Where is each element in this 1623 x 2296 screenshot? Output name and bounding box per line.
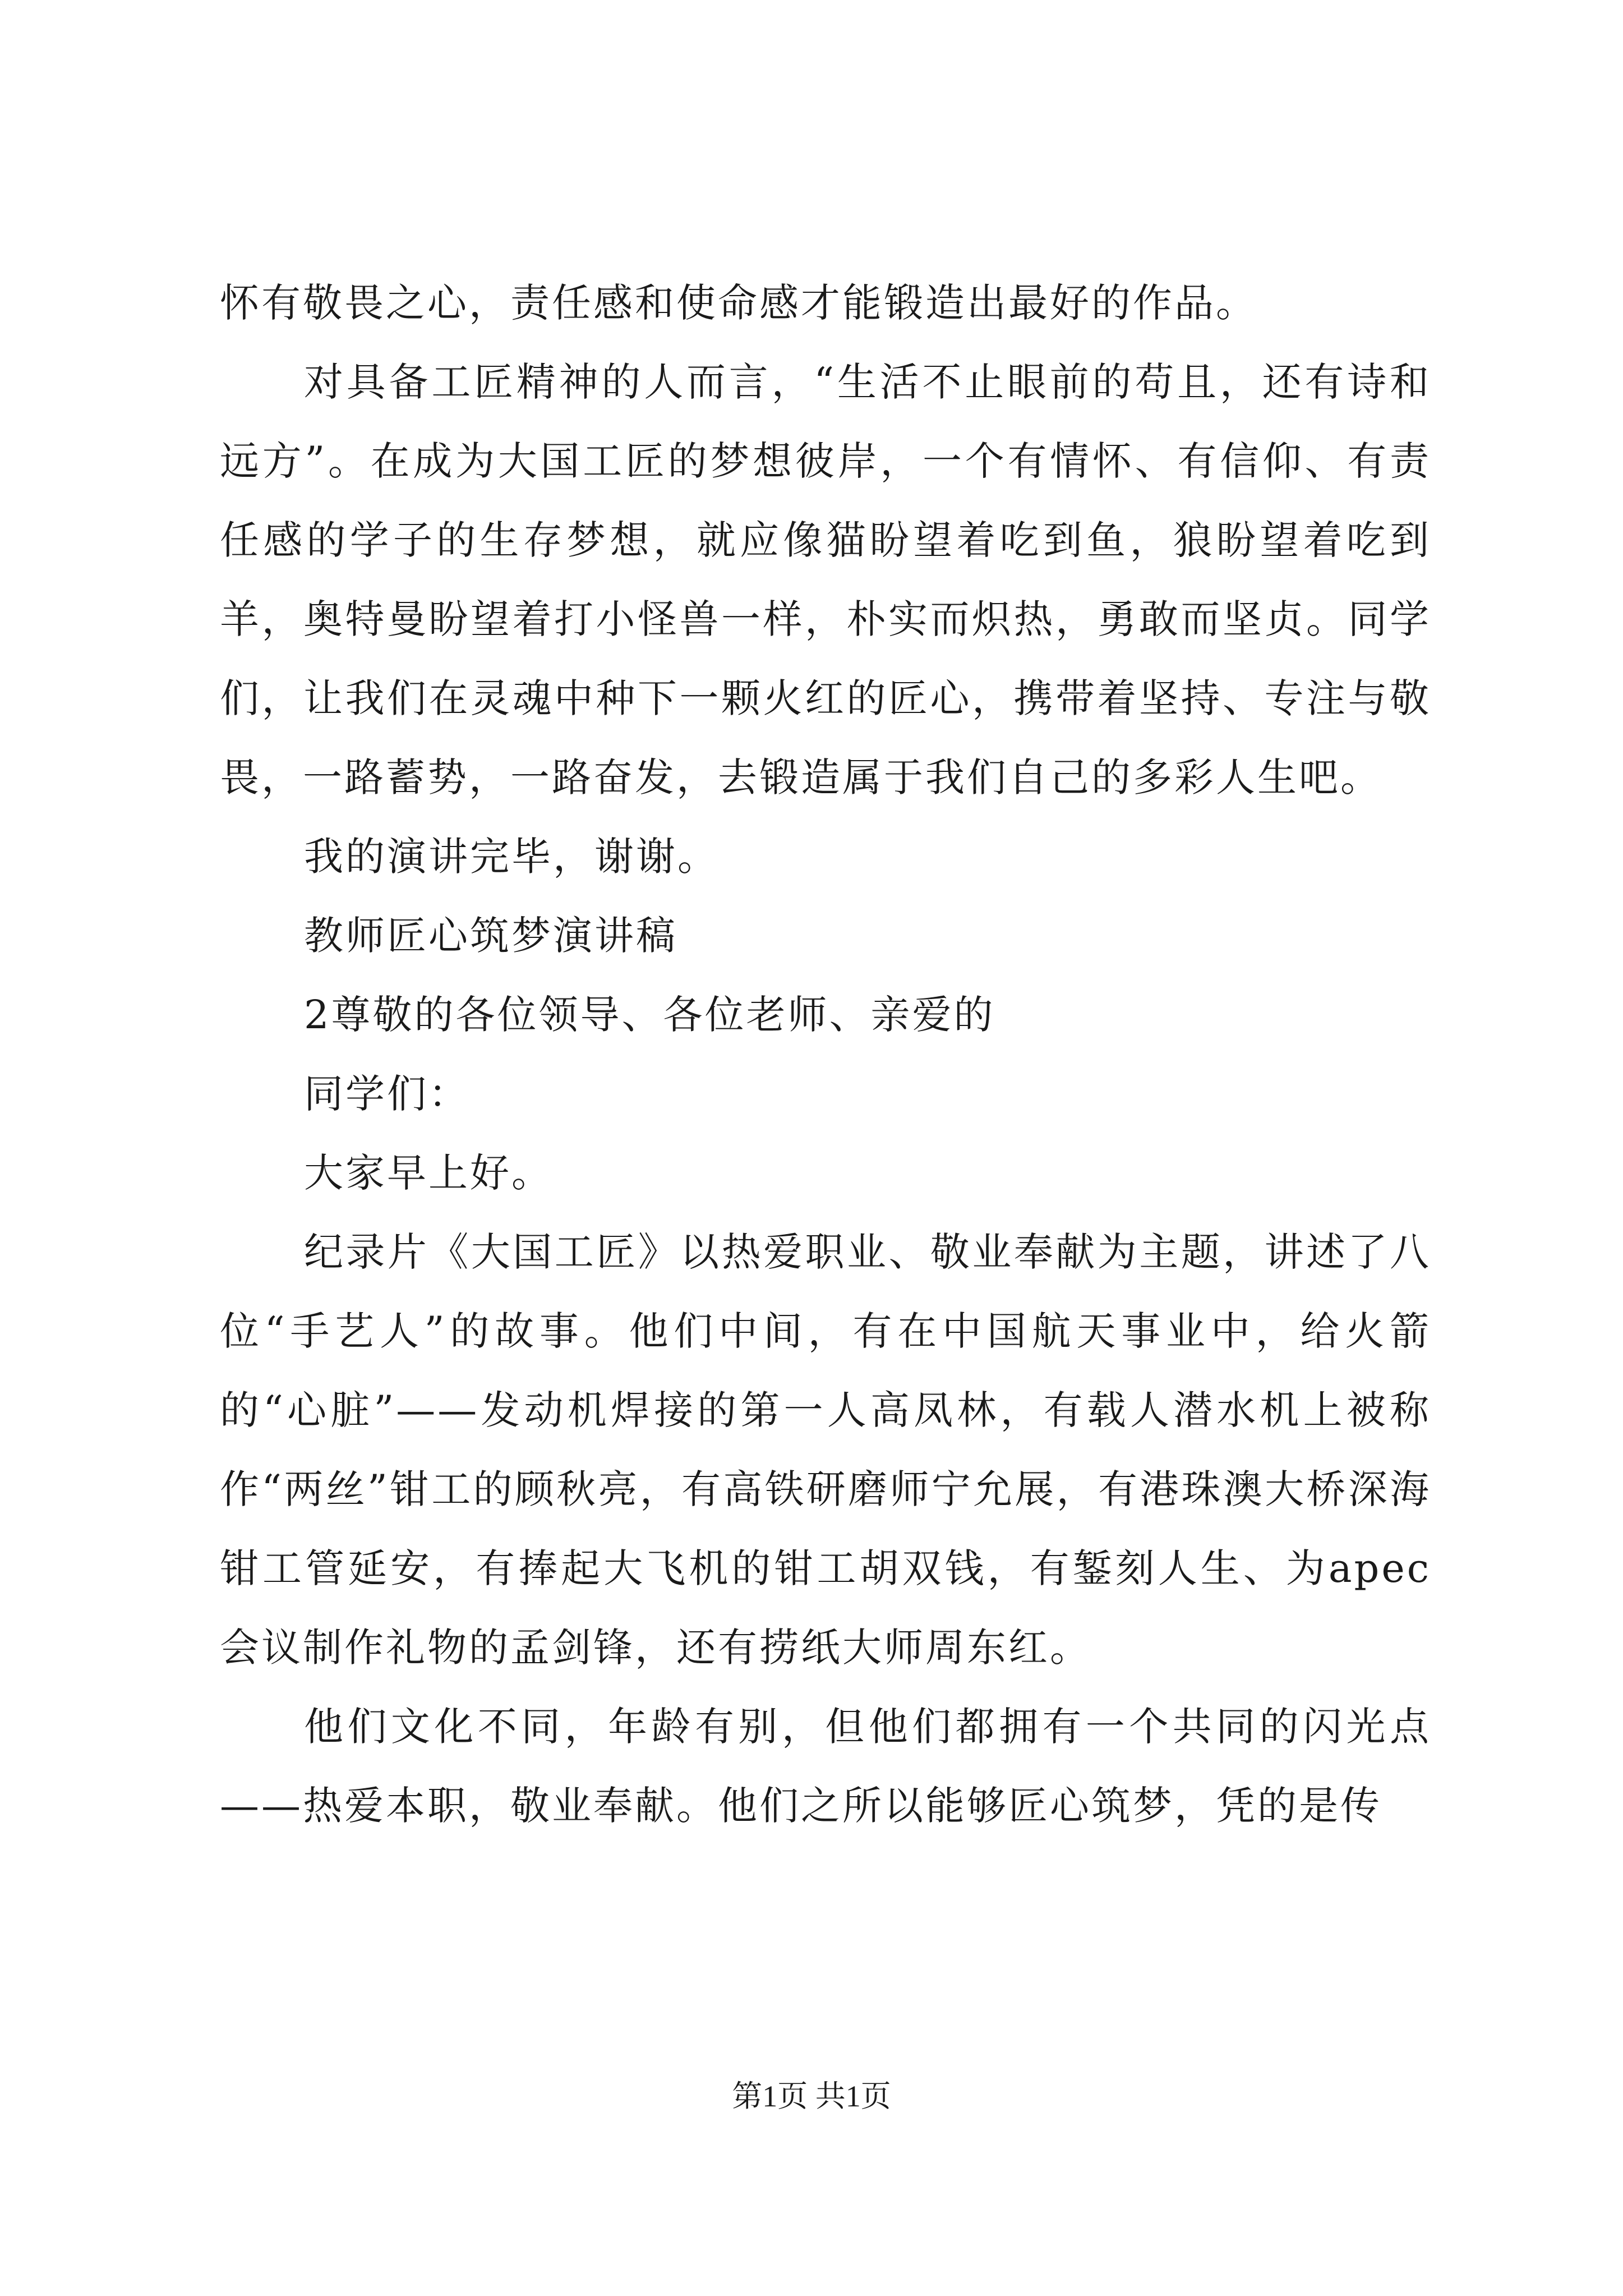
paragraph: 2尊敬的各位领导、各位老师、亲爱的 [304,992,995,1038]
paragraph: 大家早上好。 [304,1150,553,1196]
section-title: 教师匠心筑梦演讲稿 [304,913,677,959]
paragraph: 他们文化不同，年龄有别，但他们都拥有一个共同的闪光点——热爱本职，敬业奉献。他们之所以能够匠心筑梦，凭的是传 [220,1704,1431,1829]
document-body [220,264,1431,1846]
paragraph: 纪录片《大国工匠》以热爱职业、敬业奉献为主题，讲述了八位“手艺人”的故事。他们中间，有在中国航天事业中，给火箭的“心脏”——发动机焊接的第一人高凤林，有载人潜水机上被称作“两丝”钳工的顾秋亮，有高铁研磨师宁允展，有港珠澳大桥深海钳工管延安，有捧起大飞机的钳工胡双钱，有錾刻人生、为apec会议制作礼物的孟剑锋，还有捞纸大师周东红。 [220,1229,1431,1671]
paragraph: 怀有敬畏之心，责任感和使命感才能锻造出最好的作品。 [220,280,1257,326]
paragraph: 对具备工匠精神的人而言，“生活不止眼前的苟且，还有诗和远方”。在成为大国工匠的梦想彼岸，一个有情怀、有信仰、有责任感的学子的生存梦想，就应像猫盼望着吃到鱼，狼盼望着吃到羊，奥特曼盼望着打小怪兽一样，朴实而炽热，勇敢而坚贞。同学们，让我们在灵魂中种下一颗火红的匠心，携带着坚持、专注与敬畏，一路蓄势，一路奋发，去锻造属于我们自己的多彩人生吧。 [220,359,1431,800]
page-number-footer: 第1页 共1页 [732,2079,891,2113]
paragraph: 同学们： [304,1071,470,1117]
paragraph: 我的演讲完毕，谢谢。 [304,834,719,880]
